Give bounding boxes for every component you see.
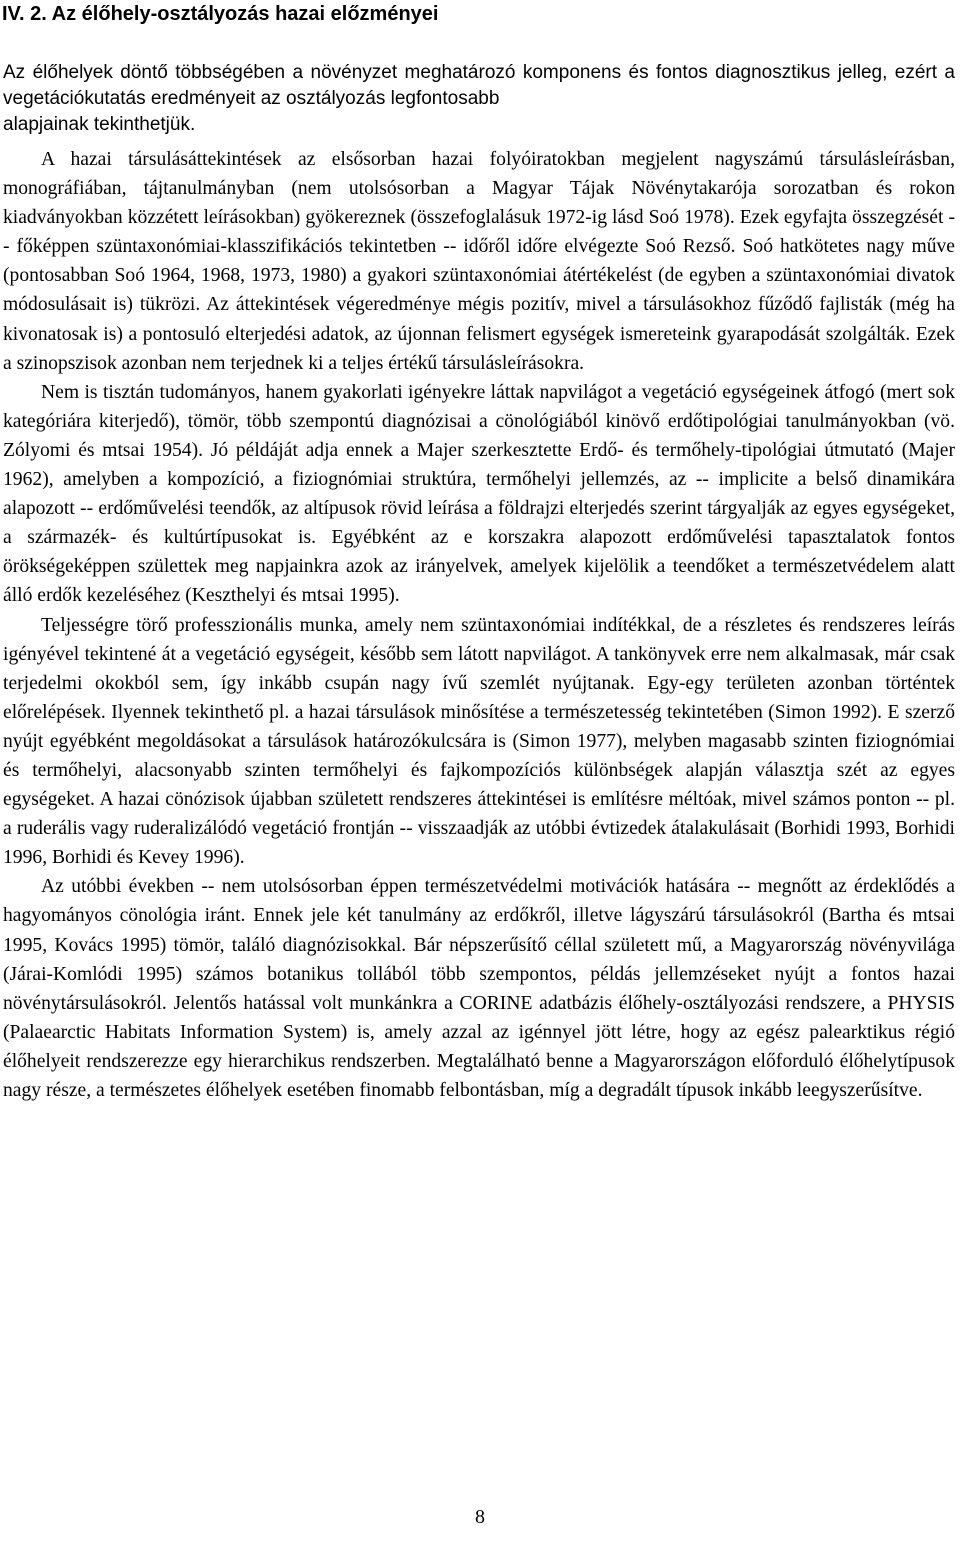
- paragraph-syntaxonomy-overviews: A hazai társulásáttekintések az elsősorban hazai folyóiratokban megjelent nagyszámú társulásleírásban, monográfiában, tájtanulmányban (nem utolsósorban a Magyar Tájak Növénytakarója sorozatban és rokon kiadványokban közzétett leírásokban) gyökereznek (összefoglalásuk 1972-ig lásd Soó 1978). Ezek egyfajta összegzését -- főképpen szüntaxonómiai-klasszifikációs tekintetben -- időről időre elvégezte Soó Rezső. Soó hatkötetes nagy műve (pontosabban Soó 1964, 1968, 1973, 1980) a gyakori szüntaxonómiai átértékelést (de egyben a szüntaxonómiai divatok módosulásait is) tükrözi. Az áttekintések végeredménye mégis pozitív, mivel a társulásokhoz fűződő fajlisták (még ha kivonatosak is) a pontosuló elterjedési adatok, az újonnan felismert egységek ismereteink gyarapodását szolgálták. Ezek a szinopszisok azonban nem terjednek ki a teljes értékű társulásleírásokra.: [3, 149, 955, 374]
- lead-paragraph-tail: alapjainak tekinthetjük.: [3, 114, 196, 135]
- paragraph-recent-years: Az utóbbi években -- nem utolsósorban éppen természetvédelmi motivációk hatására -- megnőtt az érdeklődés a hagyományos cönológia iránt. Ennek jele két tanulmány az erdőkről, illetve lágyszárú társulásokról (Bartha és mtsai 1995, Kovács 1995) tömör, találó diagnózisokkal. Bár népszerűsítő céllal született mű, a Magyarország növényvilága (Járai-Komlódi 1995) számos botanikus tollából több szempontos, példás jellemzéseket nyújt a fontos hazai növénytársulásokról. Jelentős hatással volt munkánkra a CORINE adatbázis élőhely-osztályozási rendszere, a PHYSIS (Palaearctic Habitats Information System) is, amely azzal az igénnyel jött létre, hogy az egész palearktikus régió élőhelyeit rendszerezze egy hierarchikus rendszerben. Megtalálható benne a Magyarországon előforduló élőhelytípusok nagy része, a természetes élőhelyek esetében finomabb felbontásban, míg a degradált típusok inkább leegyszerűsítve.: [3, 876, 955, 1101]
- paragraph-professional-work: Teljességre törő professzionális munka, amely nem szüntaxonómiai indítékkal, de a részletes és rendszeres leírás igényével tekintené át a vegetáció egységeit, később sem látott napvilágot. A tankönyvek erre nem alkalmasak, már csak terjedelmi okokból sem, így inkább csupán nagy ívű szemlét nyújtanak. Egy-egy területen azonban történtek előrelépések. Ilyennek tekinthető pl. a hazai társulások minősítése a természetesség tekintetében (Simon 1992). E szerző nyújt egyébként megoldásokat a társulások határozókulcsára is (Simon 1977), melyben magasabb szinten fiziognómiai és termőhelyi, alacsonyabb szinten termőhelyi és fajkompozíciós különbségek alapján választja szét az egyes egységeket. A hazai cönózisok újabban született rendszeres áttekintései is említésre méltóak, mivel számos ponton -- pl. a ruderális vagy ruderalizálódó vegetáció frontján -- visszaadják az utóbbi évtizedek átalakulásait (Borhidi 1993, Borhidi 1996, Borhidi és Kevey 1996).: [3, 614, 955, 869]
- page-number: 8: [475, 1506, 485, 1528]
- body-text: [3, 145, 955, 1105]
- section-heading: IV. 2. Az élőhely-osztályozás hazai előzményei: [2, 3, 439, 25]
- paragraph-forest-typology: Nem is tisztán tudományos, hanem gyakorlati igényekre láttak napvilágot a vegetáció egységeinek átfogó (mert sok kategóriára kiterjedő), tömör, több szempontú diagnózisai a cönológiából kinövő erdőtipológiai tanulmányokban (vö. Zólyomi és mtsai 1954). Jó példáját adja ennek a Majer szerkesztette Erdő- és termőhely-tipológiai útmutató (Majer 1962), amelyben a kompozíció, a fiziognómiai struktúra, termőhelyi jellemzés, az -- implicite a belső dinamikára alapozott -- erdőművelési teendők, az altípusok rövid leírása a földrajzi elterjedés szerint tárgyalják az egyes egységeket, a származék- és kultúrtípusokat is. Egyébként az e korszakra alapozott erdőművelési tapasztalatok fontos örökségeképpen születtek meg napjainkra azok az irányelvek, amelyek kijelölik a teendőket a természetvédelem alatt álló erdők kezeléséhez (Keszthelyi és mtsai 1995).: [3, 381, 955, 607]
- lead-paragraph: Az élőhelyek döntő többségében a növényzet meghatározó komponens és fontos diagnosztikus jelleg, ezért a vegetációkutatás eredményeit az osztályozás legfontosabb: [3, 62, 955, 109]
